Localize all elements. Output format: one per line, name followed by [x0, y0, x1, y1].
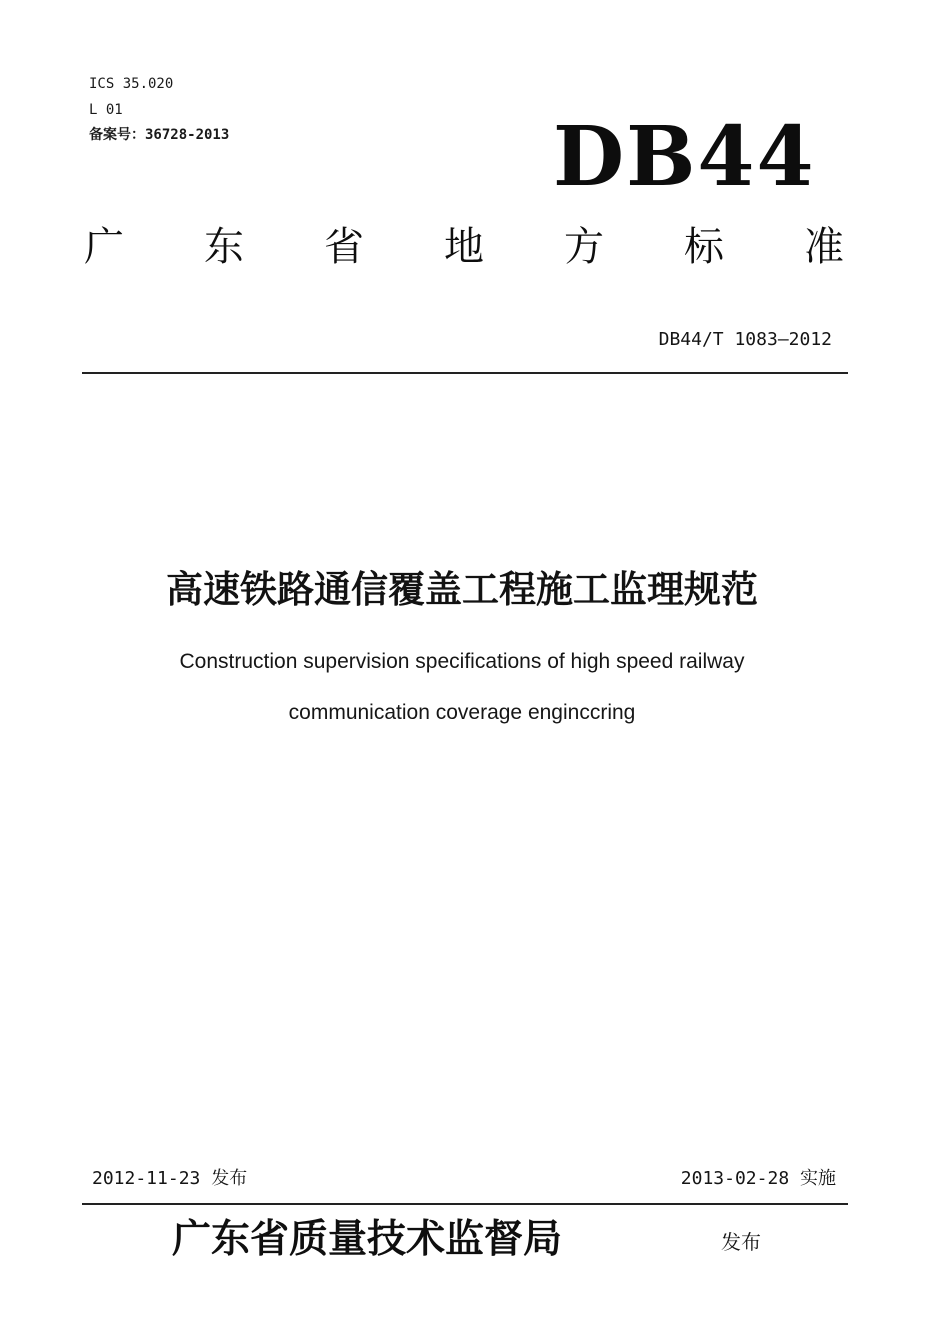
standard-type-char: 准: [804, 224, 844, 270]
document-title-english-line-2: communication coverage enginccring: [288, 701, 636, 724]
bottom-divider: [82, 1203, 848, 1205]
standard-type-char: 广: [84, 224, 124, 270]
db44-logo: DB44: [553, 109, 816, 205]
document-title-chinese: 高速铁路通信覆盖工程施工监理规范: [166, 568, 758, 611]
standard-type-char: 省: [324, 224, 364, 270]
ics-code: ICS 35.020: [89, 76, 174, 92]
top-divider: [82, 372, 848, 374]
issue-date: 2012-11-23 发布: [92, 1168, 248, 1189]
document-title-english-line-1: Construction supervision specifications of high speed railway: [179, 650, 745, 673]
standard-type-title: [84, 222, 844, 272]
classification-code: L 01: [89, 102, 123, 118]
issuing-authority: 广东省质量技术监督局: [172, 1216, 563, 1262]
standard-number: DB44/T 1083—2012: [658, 329, 832, 350]
standard-type-char: 标: [684, 224, 724, 270]
issuing-authority-suffix: 发布: [721, 1230, 761, 1254]
standard-type-char: 东: [204, 224, 244, 270]
record-number: 备案号：36728-2013: [89, 127, 230, 143]
standard-type-char: 方: [564, 224, 604, 270]
implementation-date: 2013-02-28 实施: [680, 1168, 836, 1189]
standard-type-char: 地: [444, 224, 484, 270]
